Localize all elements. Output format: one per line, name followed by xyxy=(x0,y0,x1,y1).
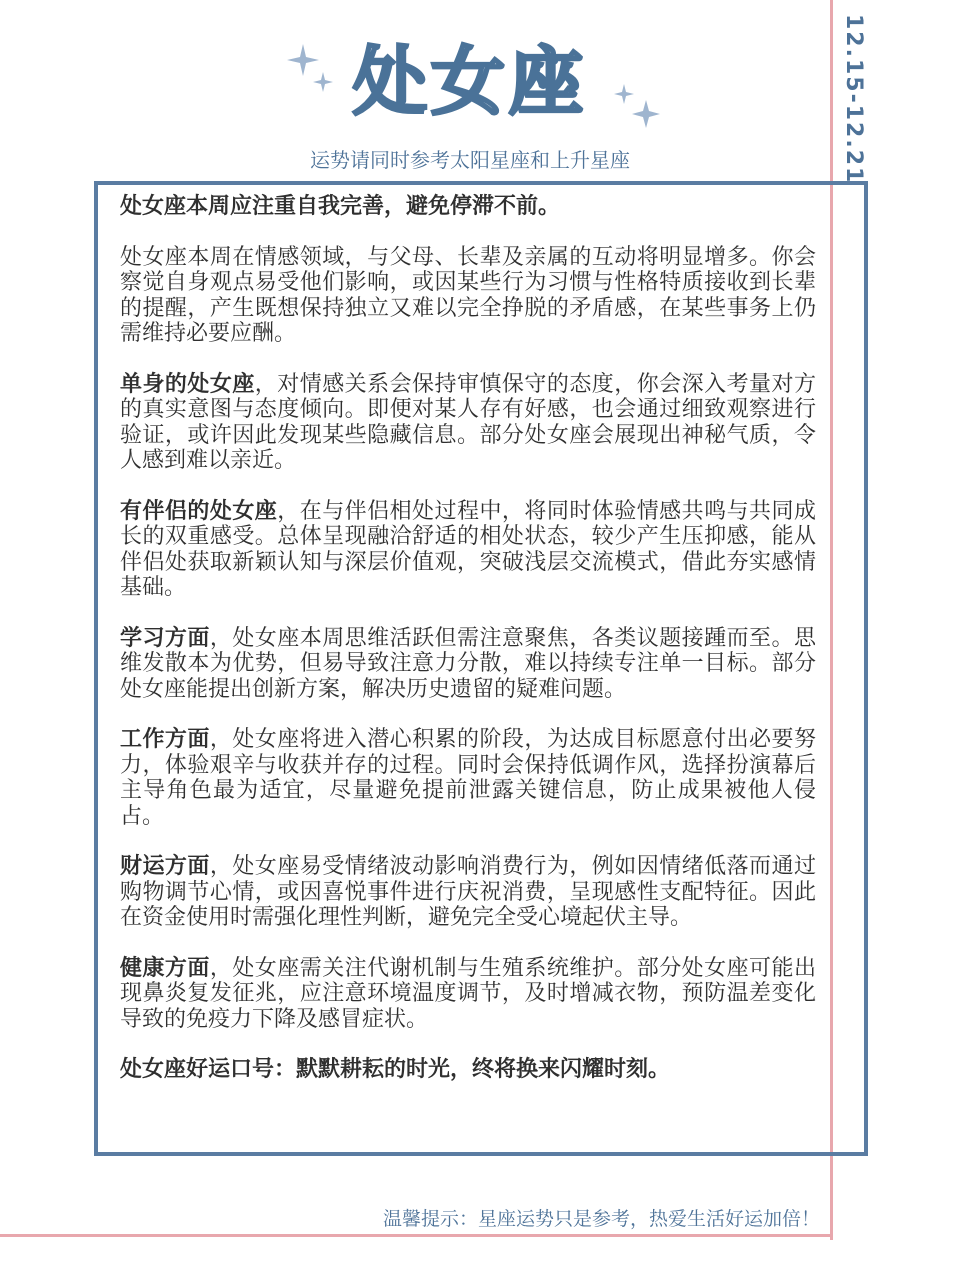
section-text: ，在与伴侣相处过程中，将同时体验情感共鸣与共同成长的双重感受。总体呈现融洽舒适的相处状态，较少产生压抑感，能从伴侣处获取新颖认知与深层价值观，突破浅层交流模式，借此夯实感情基础。 xyxy=(120,498,816,600)
section-heading: 有伴侣的处女座 xyxy=(120,498,278,524)
section-text: ，处女座易受情绪波动影响消费行为，例如因情绪低落而通过购物调节心情，或因喜悦事件进行庆祝消费，呈现感性支配特征。因此在资金使用时需强化理性判断，避免完全受心境起伏主导。 xyxy=(120,854,816,930)
section-text: ，处女座将进入潜心积累的阶段，为达成目标愿意付出必要努力，体验艰辛与收获并存的过程。同时会保持低调作风，选择扮演幕后主导角色最为适宜，尽量避免提前泄露关键信息，防止成果被他人侵占。 xyxy=(120,727,816,829)
section-heading: 工作方面 xyxy=(120,727,210,752)
section-health xyxy=(120,956,816,1033)
section-text: ，处女座需关注代谢机制与生殖系统维护。部分处女座可能出现鼻炎复发征兆，应注意环境温度调节，及时增减衣物，预防温差变化导致的免疫力下降及感冒症状。 xyxy=(120,955,816,1032)
section-heading: 单身的处女座 xyxy=(120,371,255,397)
section-work xyxy=(120,727,816,829)
section-partnered xyxy=(120,499,816,601)
section-finance xyxy=(120,854,816,931)
lucky-slogan: 处女座好运口号：默默耕耘的时光，终将换来闪耀时刻。 xyxy=(120,1057,671,1082)
section-heading: 财运方面 xyxy=(120,854,210,879)
section-text: ，对情感关系会保持审慎保守的态度，你会深入考量对方的真实意图与态度倾向。即便对某人存有好感，也会通过细致观察进行验证，或许因此发现某些隐藏信息。部分处女座会展现出神秘气质，令人感到难以亲近。 xyxy=(120,371,816,473)
page-title: 处女座 xyxy=(353,39,587,125)
horoscope-article xyxy=(120,194,816,1108)
date-range: 12.15-12.21 xyxy=(841,14,866,185)
section-single xyxy=(120,372,816,474)
section-study xyxy=(120,626,816,703)
pink-horizontal-line xyxy=(0,1234,833,1237)
lead-sentence: 处女座本周应注重自我完善，避免停滞不前。 xyxy=(120,194,561,219)
section-text: ，处女座本周思维活跃但需注意聚焦，各类议题接踵而至。思维发散本为优势，但易导致注意力分散，难以持续专注单一目标。部分处女座能提出创新方案，解决历史遗留的疑难问题。 xyxy=(120,625,816,702)
subtitle: 运势请同时参考太阳星座和上升星座 xyxy=(310,148,630,172)
intro-paragraph: 处女座本周在情感领域，与父母、长辈及亲属的互动将明显增多。你会察觉自身观点易受他们影响，或因某些行为习惯与性格特质接收到长辈的提醒，产生既想保持独立又难以完全挣脱的矛盾感，在某些事务上仍需维持必要应酬。 xyxy=(120,244,816,346)
section-heading: 学习方面 xyxy=(120,625,210,651)
section-heading: 健康方面 xyxy=(120,955,210,981)
footer-tip: 温馨提示：星座运势只是参考，热爱生活好运加倍！ xyxy=(382,1208,820,1230)
sparkle-icon xyxy=(612,80,664,136)
